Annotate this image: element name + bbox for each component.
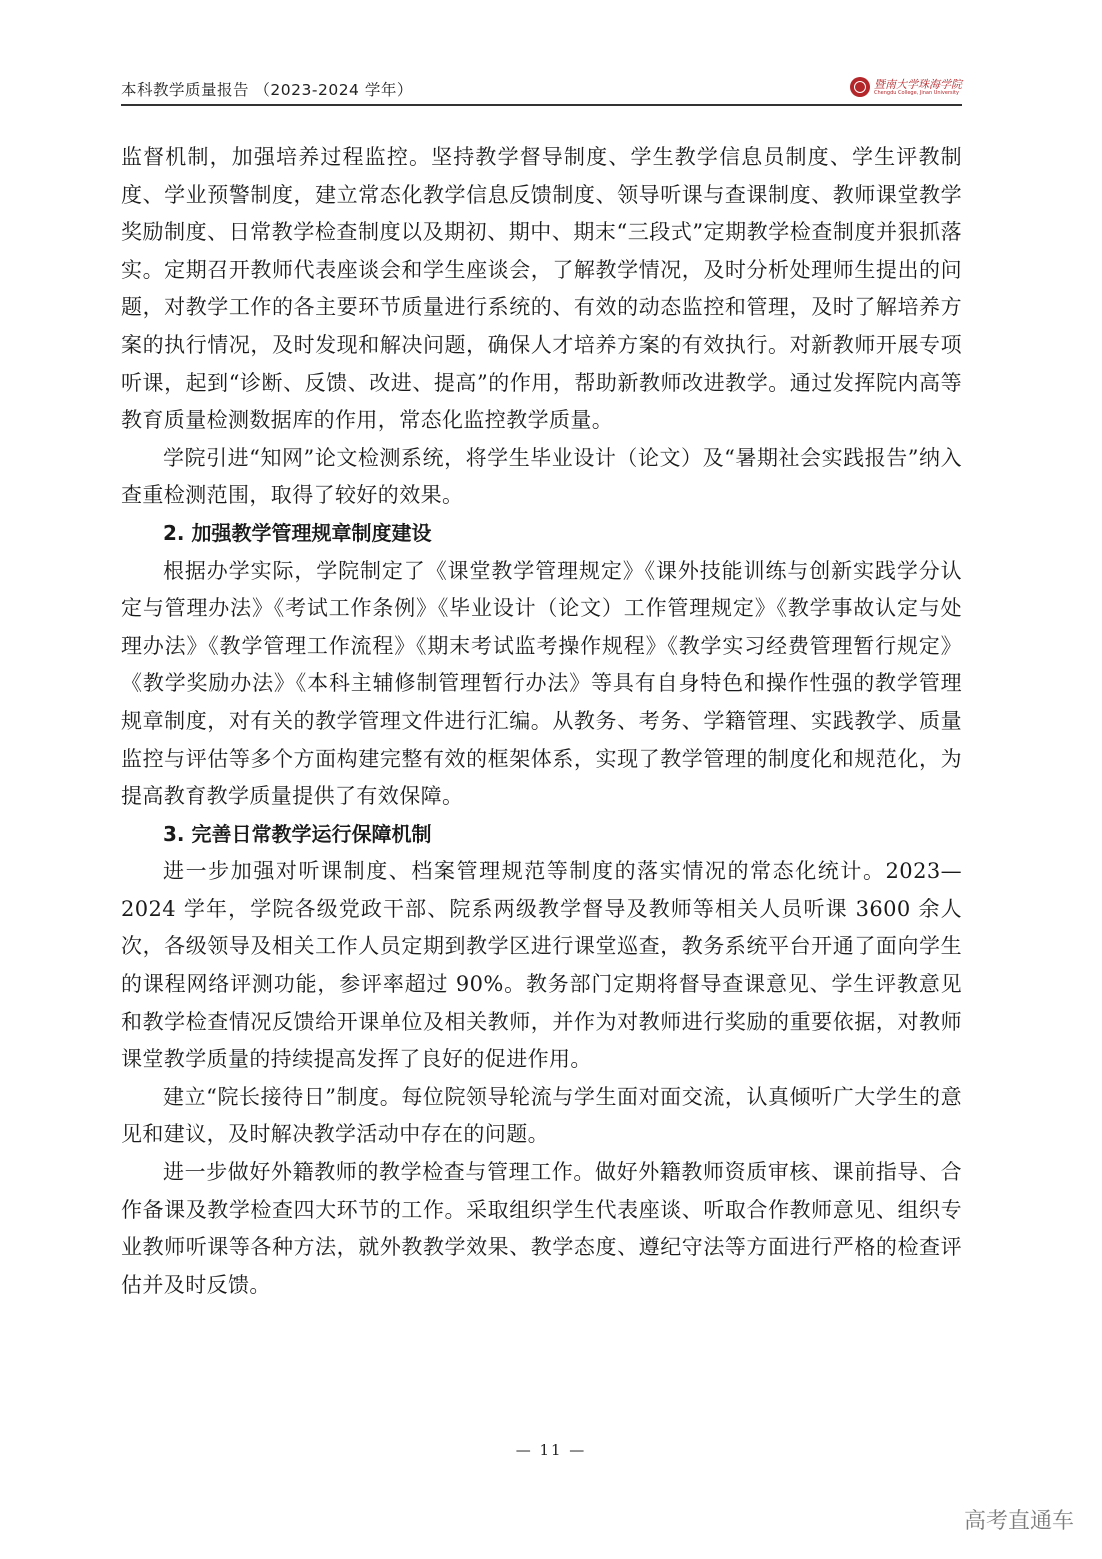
paragraph-monitoring: 监督机制，加强培养过程监控。坚持教学督导制度、学生教学信息员制度、学生评教制度、学业预警制度，建立常态化教学信息反馈制度、领导听课与查课制度、教师课堂教学奖励制度、日常教学检查制度以及期初、期中、期末“三段式”定期教学检查制度并狠抓落实。定期召开教师代表座谈会和学生座谈会，了解教学情况，及时分析处理师生提出的问题，对教学工作的各主要环节质量进行系统的、有效的动态监控和管理，及时了解培养方案的执行情况，及时发现和解决问题，确保人才培养方案的有效执行。对新教师开展专项听课，起到“诊断、反馈、改进、提高”的作用，帮助新教师改进教学。通过发挥院内高等教育质量检测数据库的作用，常态化监控教学质量。 <box>121 145 962 433</box>
paragraph-regulations: 根据办学实际，学院制定了《课堂教学管理规定》《课外技能训练与创新实践学分认定与管理办法》《考试工作条例》《毕业设计（论文）工作管理规定》《教学事故认定与处理办法》《教学管理工作流程》《期末考试监考操作规程》《教学实习经费管理暂行规定》《教学奖励办法》《本科主辅修制管理暂行办法》等具有自身特色和操作性强的教学管理规章制度，对有关的教学管理文件进行汇编。从教务、考务、学籍管理、实践教学、质量监控与评估等多个方面构建完整有效的框架体系，实现了教学管理的制度化和规范化，为提高教育教学质量提供了有效保障。 <box>121 558 962 809</box>
section-heading-daily-operations: 3. 完善日常教学运行保障机制 <box>163 821 432 846</box>
section-heading-regulations: 2. 加强教学管理规章制度建设 <box>163 520 432 545</box>
paragraph-plagiarism-check: 学院引进“知网”论文检测系统，将学生毕业设计（论文）及“暑期社会实践报告”纳入查重检测范围，取得了较好的效果。 <box>121 445 962 508</box>
logo-chinese-name: 暨南大学珠海学院 <box>874 77 962 91</box>
source-watermark: 高考直通车 <box>963 1509 1074 1534</box>
page-number: — 11 — <box>515 1441 587 1459</box>
paragraph-foreign-teachers: 进一步做好外籍教师的教学检查与管理工作。做好外籍教师资质审核、课前指导、合作备课及教学检查四大环节的工作。采取组织学生代表座谈、听取合作教师意见、组织专业教师听课等各种方法，就外教教学效果、教学态度、遵纪守法等方面进行严格的检查评估并及时反馈。 <box>121 1160 962 1297</box>
logo-text <box>874 79 962 96</box>
university-seal-icon <box>850 77 870 97</box>
paragraph-reception-day: 建立“院长接待日”制度。每位院领导轮流与学生面对面交流，认真倾听广大学生的意见和建议，及时解决教学活动中存在的问题。 <box>121 1084 962 1147</box>
report-title: 本科教学质量报告 （2023-2024 学年） <box>121 81 413 99</box>
paragraph-lecture-audit: 进一步加强对听课制度、档案管理规范等制度的落实情况的常态化统计。2023—2024 学年，学院各级党政干部、院系两级教学督导及教师等相关人员听课 3600 余人次，各级领导及相关工作人员定期到教学区进行课堂巡查，教务系统平台开通了面向学生的课程网络评测功能，参评率超过 90%。教务部门定期将督导查课意见、学生评教意见和教学检查情况反馈给开课单位及相关教师，并作为对教师进行奖励的重要依据，对教师课堂教学质量的持续提高发挥了良好的促进作用。 <box>121 859 962 1072</box>
logo-english-name: Chengdu College, Jinan University <box>874 89 959 96</box>
page-body <box>121 139 962 1304</box>
university-logo <box>850 74 962 100</box>
page-header <box>121 74 962 104</box>
header-divider <box>121 104 962 106</box>
